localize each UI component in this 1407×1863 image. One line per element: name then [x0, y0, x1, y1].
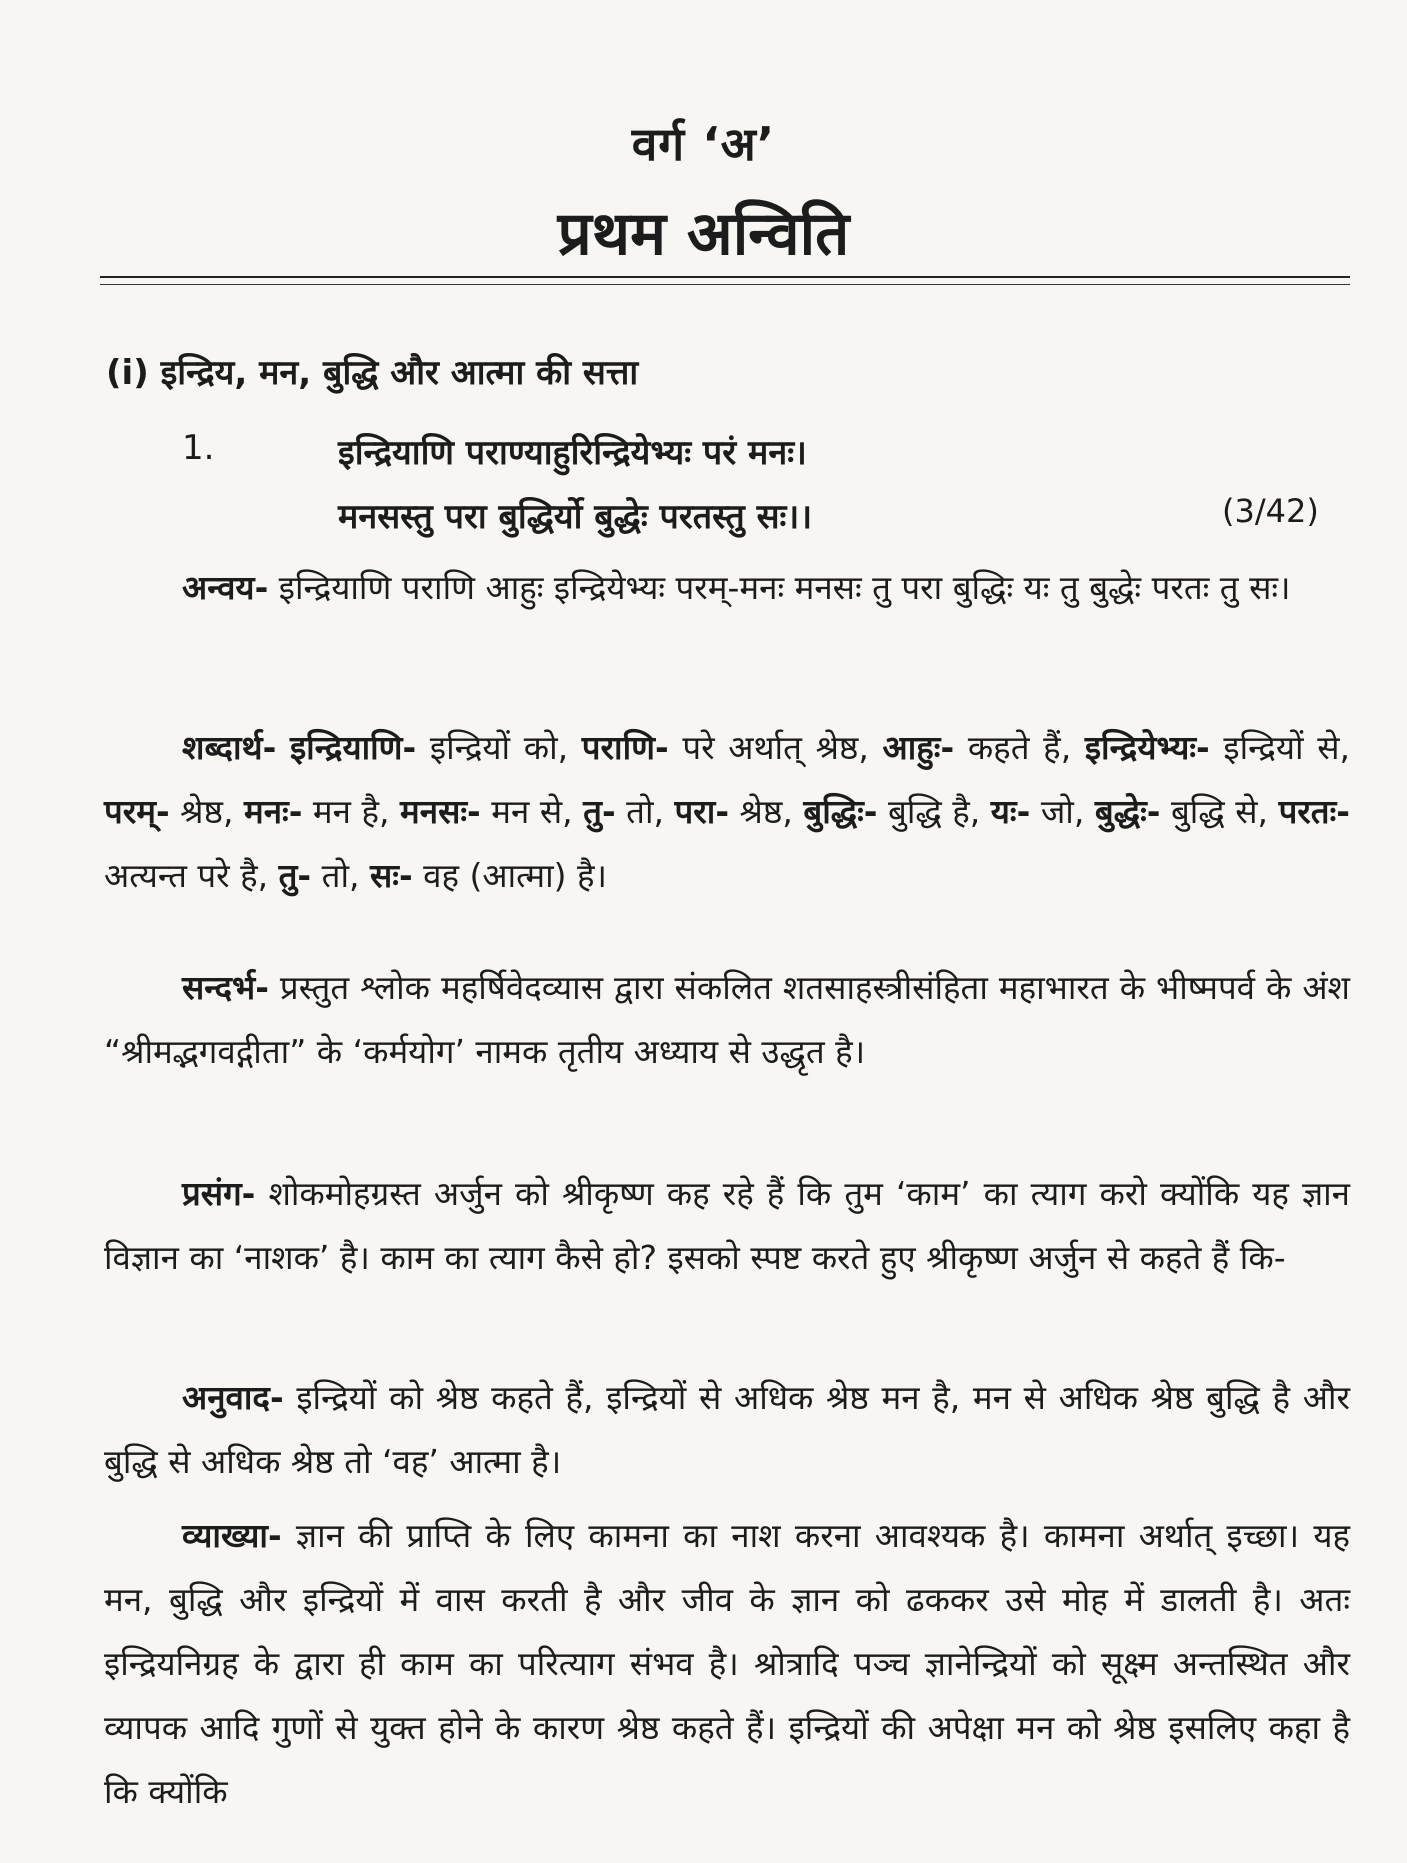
section-heading: वर्ग ‘अ’ — [631, 117, 776, 171]
shabdarth-meaning: जो, — [1030, 792, 1095, 831]
shabdarth-items — [104, 728, 1350, 895]
anvay-paragraph — [104, 556, 1350, 620]
shabdarth-meaning: परे अर्थात् श्रेष्ठ, — [668, 728, 883, 767]
verse-line-1: इन्द्रियाणि पराण्याहुरिन्द्रियेभ्यः परं मनः। — [338, 433, 807, 473]
vyakhya-text: ज्ञान की प्राप्ति के लिए कामना का नाश करना आवश्यक है। कामना अर्थात् इच्छा। यह मन, बुद्धि और इन्द्रियों में वास करती है और जीव के ज्ञान को ढककर उसे मोह में डालती है। अतः इन्द्रियनिग्रह के द्वारा ही काम का परित्याग संभव है। श्रोत्रादि पञ्च ज्ञानेन्द्रियों को सूक्ष्म अन्तस्थित और व्यापक आदि गुणों से युक्त होने के कारण श्रेष्ठ कहते हैं। इन्द्रियों की अपेक्षा मन को श्रेष्ठ इसलिए कहा है कि क्योंकि — [104, 1516, 1350, 1811]
shabdarth-term: परतः- — [1278, 792, 1350, 831]
shabdarth-term: परम्- — [104, 792, 170, 831]
heading-rule-thick — [100, 276, 1350, 278]
shabdarth-term: परा- — [674, 792, 730, 831]
shabdarth-paragraph — [104, 716, 1350, 908]
shabdarth-term: सः- — [369, 856, 413, 895]
shabdarth-term: इन्द्रियाणि- — [289, 728, 417, 767]
verse-line-2: मनसस्तु परा बुद्धिर्यो बुद्धेः परतस्तु सः।। — [338, 497, 813, 537]
shabdarth-meaning: इन्द्रियों से, — [1209, 728, 1350, 767]
anvay-text: इन्द्रियाणि पराणि आहुः इन्द्रियेभ्यः परम्-मनः मनसः तु परा बुद्धिः यः तु बुद्धेः परतः तु सः। — [268, 568, 1291, 607]
shabdarth-term: आहुः- — [882, 728, 955, 767]
prasang-label: प्रसंग- — [182, 1174, 256, 1213]
shabdarth-meaning: बुद्धि से, — [1160, 792, 1279, 831]
anvay-label: अन्वय- — [182, 568, 269, 607]
shabdarth-term: तु- — [583, 792, 616, 831]
vyakhya-label: व्याख्या- — [182, 1516, 282, 1555]
sandarbh-paragraph — [104, 956, 1350, 1084]
shabdarth-meaning: कहते हैं, — [954, 728, 1085, 767]
prasang-text: शोकमोहग्रस्त अर्जुन को श्रीकृष्ण कह रहे हैं कि तुम ‘काम’ का त्याग करो क्योंकि यह ज्ञान विज्ञान का ‘नाशक’ है। काम का त्याग कैसे हो? इसको स्पष्ट करते हुए श्रीकृष्ण अर्जुन से कहते हैं कि- — [104, 1174, 1350, 1277]
unit-heading: प्रथम अन्विति — [557, 199, 850, 269]
anuvad-paragraph — [104, 1366, 1350, 1494]
heading-rule-thin — [100, 284, 1350, 285]
topic-title: (i) इन्द्रिय, मन, बुद्धि और आत्मा की सत्ता — [106, 353, 639, 393]
verse-reference: (3/42) — [1222, 492, 1319, 530]
shabdarth-term: मनसः- — [400, 792, 481, 831]
shabdarth-term: मनः- — [244, 792, 303, 831]
shabdarth-term: इन्द्रियेभ्यः- — [1084, 728, 1210, 767]
anuvad-label: अनुवाद- — [182, 1378, 284, 1417]
shabdarth-term: तु- — [278, 856, 312, 895]
shabdarth-meaning: श्रेष्ठ, — [729, 792, 804, 831]
verse-number: 1. — [182, 428, 215, 468]
shabdarth-term: बुद्धेः- — [1094, 792, 1161, 831]
shabdarth-meaning: तो, — [311, 856, 370, 895]
anuvad-text: इन्द्रियों को श्रेष्ठ कहते हैं, इन्द्रियों से अधिक श्रेष्ठ मन है, मन से अधिक श्रेष्ठ बुद्धि है और बुद्धि से अधिक श्रेष्ठ तो ‘वह’ आत्मा है। — [104, 1378, 1350, 1481]
shabdarth-meaning: तो, — [615, 792, 675, 831]
shabdarth-meaning: बुद्धि है, — [877, 792, 991, 831]
shabdarth-term: यः- — [990, 792, 1031, 831]
shabdarth-meaning: वह (आत्मा) है। — [412, 856, 608, 895]
sandarbh-text: प्रस्तुत श्लोक महर्षिवेदव्यास द्वारा संकलित शतसाहस्त्रीसंहिता महाभारत के भीष्मपर्व के अंश “श्रीमद्भगवद्गीता” के ‘कर्मयोग’ नामक तृतीय अध्याय से उद्धृत है। — [104, 968, 1350, 1071]
shabdarth-meaning: मन है, — [302, 792, 401, 831]
shabdarth-meaning: श्रेष्ठ, — [169, 792, 244, 831]
shabdarth-term: बुद्धिः- — [803, 792, 878, 831]
shabdarth-meaning: इन्द्रियों को, — [416, 728, 582, 767]
prasang-paragraph — [104, 1162, 1350, 1290]
shabdarth-label: शब्दार्थ- — [182, 728, 277, 767]
shabdarth-meaning: मन से, — [480, 792, 584, 831]
sandarbh-label: सन्दर्भ- — [182, 968, 269, 1007]
shabdarth-meaning: अत्यन्त परे है, — [104, 856, 279, 895]
vyakhya-paragraph — [104, 1504, 1350, 1824]
shabdarth-term: पराणि- — [581, 728, 669, 767]
